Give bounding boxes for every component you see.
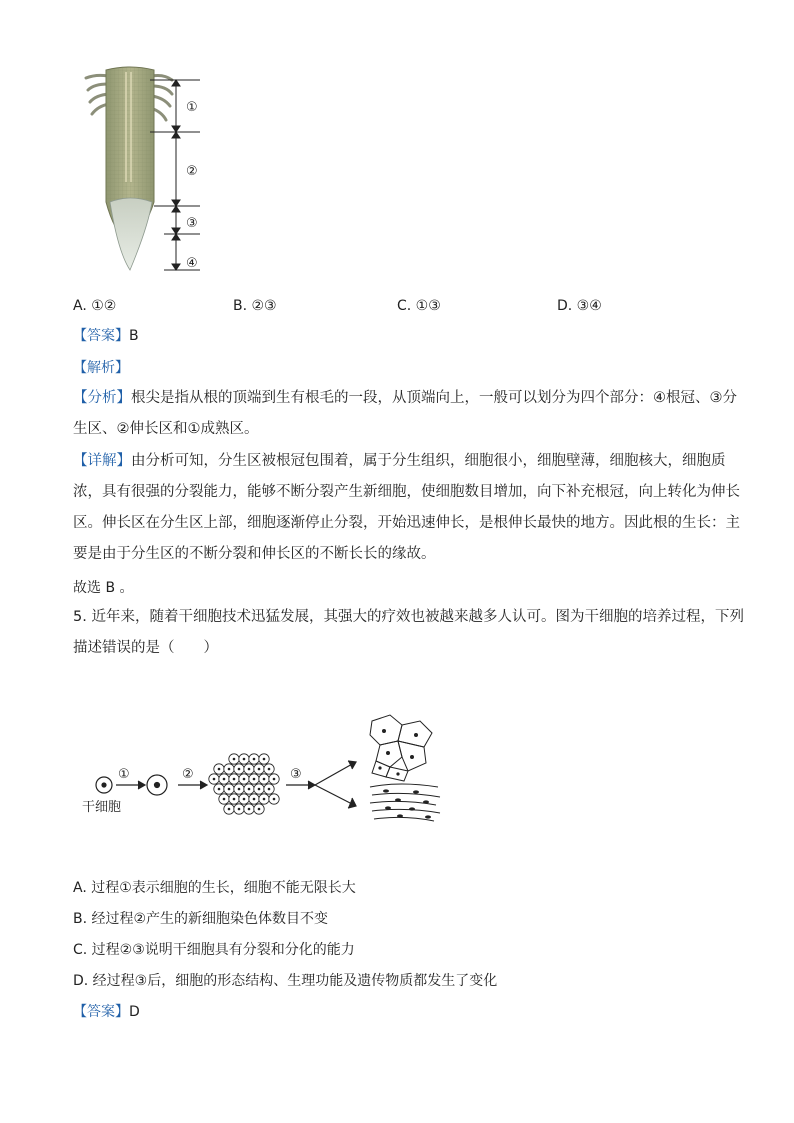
step-label-1: ① <box>118 767 130 782</box>
q4-option-b[interactable]: B. ②③ <box>233 298 277 314</box>
cluster-cell-nucleus <box>273 778 276 781</box>
cluster-cell-nucleus <box>253 758 256 761</box>
cluster-cell-nucleus <box>218 768 221 771</box>
cluster-cell-nucleus <box>238 808 241 811</box>
q5-stem <box>73 602 744 664</box>
cluster-cell-nucleus <box>263 798 266 801</box>
analysis-heading: 【解析】 <box>73 360 129 376</box>
q4-option-d[interactable]: D. ③④ <box>557 298 602 314</box>
q5-answer-tag: 【答案】 <box>73 1004 129 1020</box>
label-4: ④ <box>186 256 198 271</box>
cluster-cell-nucleus <box>238 768 241 771</box>
label-1: ① <box>186 100 198 115</box>
cluster-cell-nucleus <box>228 788 231 791</box>
q5-answer <box>73 1002 140 1022</box>
fenxi-line-2: 生区、②伸长区和①成熟区。 <box>73 421 259 437</box>
answer-tag: 【答案】 <box>73 328 129 344</box>
q5-stem-line-1: 5. 近年来，随着干细胞技术迅猛发展，其强大的疗效也被越来越多人认可。图为干细胞的培养过程，下列 <box>73 609 744 625</box>
fenxi-tag: 【分析】 <box>73 390 131 406</box>
label-2: ② <box>186 164 198 179</box>
q5-answer-value: D <box>129 1004 140 1020</box>
xiangjie-line-4: 要是由于分生区的不断分裂和伸长区的不断长长的缘故。 <box>73 546 436 562</box>
cell-cluster <box>209 754 279 814</box>
q5-option-b[interactable]: B. 经过程②产生的新细胞染色体数目不变 <box>73 911 329 927</box>
cluster-cell-nucleus <box>248 768 251 771</box>
xiangjie-line-2: 浓，具有很强的分裂能力，能够不断分裂产生新细胞，使细胞数目增加，向下补充根冠，向上转化为伸长 <box>73 484 740 500</box>
cluster-cell-nucleus <box>263 758 266 761</box>
xiangjie-line-1: 由分析可知，分生区被根冠包围着，属于分生组织，细胞很小，细胞壁薄，细胞核大，细胞质 <box>131 453 726 469</box>
q4-option-c[interactable]: C. ①③ <box>397 298 441 314</box>
cluster-cell-nucleus <box>243 778 246 781</box>
cluster-cell-nucleus <box>233 778 236 781</box>
cluster-cell-nucleus <box>253 778 256 781</box>
cluster-cell-nucleus <box>228 768 231 771</box>
cluster-cell-nucleus <box>223 778 226 781</box>
polygonal-cells <box>370 715 432 781</box>
step-label-2: ② <box>182 767 194 782</box>
stem-cell-label: 干细胞 <box>82 800 122 815</box>
xiangjie-line-3: 区。伸长区在分生区上部，细胞逐渐停止分裂，开始迅速伸长，是根伸长最快的地方。因此根的生长：主 <box>73 515 740 531</box>
cluster-cell-nucleus <box>268 788 271 791</box>
cluster-cell-nucleus <box>268 768 271 771</box>
xiangjie-paragraph <box>73 446 740 570</box>
cluster-cell-nucleus <box>248 808 251 811</box>
q5-option-d[interactable]: D. 经过程③后，细胞的形态结构、生理功能及遗传物质都发生了变化 <box>73 973 498 989</box>
cluster-cell-nucleus <box>243 758 246 761</box>
q4-option-a[interactable]: A. ①② <box>73 298 117 314</box>
cluster-cell-nucleus <box>233 758 236 761</box>
cluster-cell-nucleus <box>248 788 251 791</box>
step-label-3: ③ <box>290 767 302 782</box>
cluster-cell-nucleus <box>263 778 266 781</box>
q5-option-a[interactable]: A. 过程①表示细胞的生长，细胞不能无限长大 <box>73 880 356 896</box>
cluster-cell-nucleus <box>233 798 236 801</box>
cluster-cell-nucleus <box>258 808 261 811</box>
cluster-cell-nucleus <box>238 788 241 791</box>
root-tip-figure <box>78 62 208 277</box>
cluster-cell-nucleus <box>258 788 261 791</box>
q5-option-c[interactable]: C. 过程②③说明干细胞具有分裂和分化的能力 <box>73 942 355 958</box>
q5-stem-line-2: 描述错误的是（ ） <box>73 640 218 656</box>
root-cap <box>110 198 152 270</box>
cluster-cell-nucleus <box>218 788 221 791</box>
cluster-cell-nucleus <box>213 778 216 781</box>
cluster-cell-nucleus <box>228 808 231 811</box>
stem-cell-figure <box>82 705 450 830</box>
q4-answer <box>73 326 139 346</box>
cluster-cell-nucleus <box>253 798 256 801</box>
answer-value: B <box>129 328 139 344</box>
fenxi-line-1: 根尖是指从根的顶端到生有根毛的一段，从顶端向上，一般可以划分为四个部分：④根冠、③分 <box>131 390 737 406</box>
label-3: ③ <box>186 216 198 231</box>
cluster-cell-nucleus <box>273 798 276 801</box>
cluster-cell-nucleus <box>243 798 246 801</box>
xiangjie-tag: 【详解】 <box>73 453 131 469</box>
cluster-cell-nucleus <box>223 798 226 801</box>
conclusion: 故选 B 。 <box>73 580 134 596</box>
cluster-cell-nucleus <box>258 768 261 771</box>
fenxi-paragraph <box>73 383 737 445</box>
elongated-cells <box>370 784 440 821</box>
